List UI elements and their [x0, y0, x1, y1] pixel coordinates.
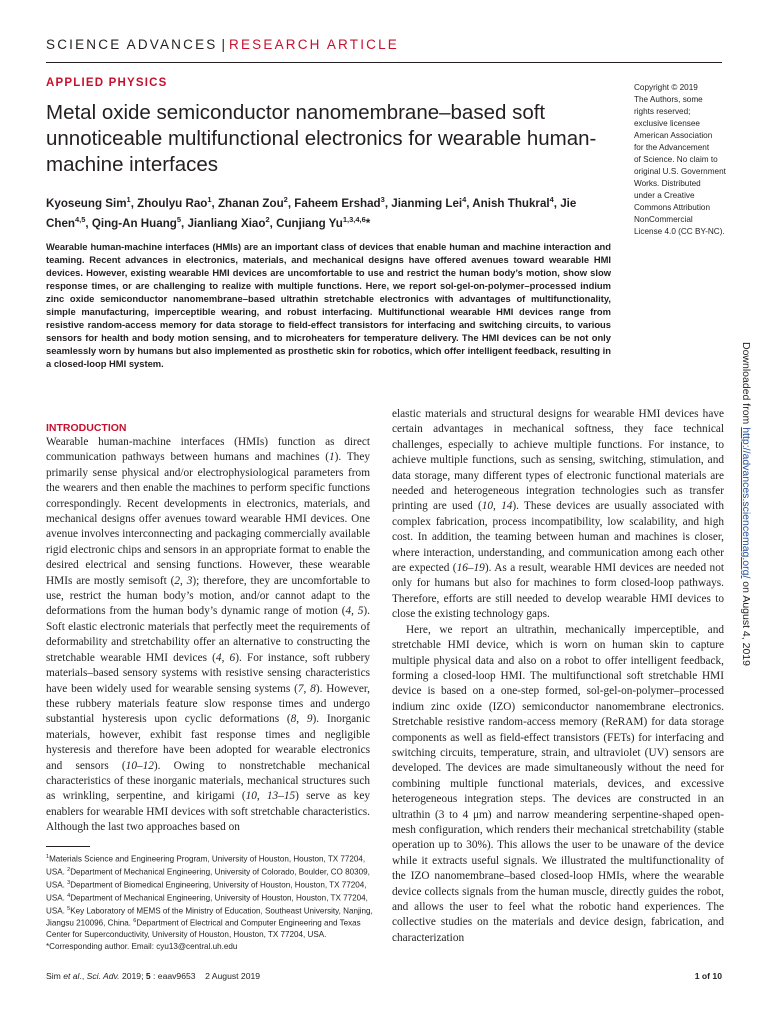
- journal-name: SCIENCE ADVANCES: [46, 37, 218, 52]
- section-tag: APPLIED PHYSICS: [46, 77, 168, 89]
- sidebar-line: for the Advancement: [634, 143, 710, 152]
- download-note: [738, 342, 756, 666]
- left-column: [46, 421, 370, 836]
- sidebar-line: rights reserved;: [634, 107, 691, 116]
- affiliations-footnote: $^1$Materials Science and Engineering Program, University of Houston, Houston, TX 77204, USA. $^2$Department of Mechanical Engineering, University of Colorado, Boulder, CO 80309, USA. $^3$Department of Biomedical Engineering, University of Houston, Houston, TX 77204, USA. $^4$Department of Mechanical Engineering, University of Houston, Houston, TX 77204, USA. $^5$Key Laboratory of MEMS of the Ministry of Education, Southeast University, Nanjing, Jiangsu 210096, China. $^6$Department of Electrical and Computer Engineering and Texas Center for Superconductivity, University of Houston, Houston, TX 77204, USA. *Corresponding author. Email: cyu13@central.uh.edu: [46, 854, 373, 951]
- sidebar-line: of Science. No claim to: [634, 155, 718, 164]
- intro-paragraph-3: Here, we report an ultrathin, mechanically imperceptible, and stretchable HMI device, which is worn on human skin to capture multiple physical data and also on a robot to offer intelligent feedback, forming a closed-loop HMI. The multifunctional soft stretchable HMI device is based on a one-step formed, sol-gel-on-polymer–processed indium zinc oxide (IZO) semiconductor nanomembrane electronics. Stretchable resistive random-access memory (ReRAM) for data storage components as well as field-effect transistors (FETs) for interfacing and switching circuits, temperature, strain, and ultraviolet (UV) sensors are developed. The devices are made simultaneously without the need for combining multiple functional materials, devices, and excessive heterogeneous integration steps. The devices are constructed in an ultrathin (3 to 4 μm) and narrow meandering serpentine-shaped open-mesh configuration, which renders their mechanical stretchability (stable operation up to 30%). This allows the user to be unaware of the device while it extracts useful signals. We illustrated the multifunctionality of the IZO nanomembrane–based closed-loop HMIs, where the wearable device collects signals from the human muscle, directly guides the robot, and allows the user to feel what the robotic hand experiences. The collective studies on the materials and device design, fabrication, and characterization: [392, 623, 724, 944]
- author-list: Kyoseung Sim$^1$, Zhoulyu Rao$^1$, Zhanan Zou$^2$, Faheem Ershad$^3$, Jianming Lei$^4$, Anish Thukral$^4$, Jie Chen$^{4,5}$, Qing-An Huang$^5$, Jianliang Xiao$^2$, Cunjiang Yu$^{1,3,4,6}$*: [46, 195, 577, 230]
- sidebar-line: The Authors, some: [634, 95, 703, 104]
- sidebar-line: original U.S. Government: [634, 167, 726, 176]
- right-column: [392, 407, 724, 946]
- sidebar-line: License 4.0 (CC BY-NC).: [634, 227, 725, 236]
- copyright-sidebar: [634, 82, 726, 238]
- download-link[interactable]: http://advances.sciencemag.org/: [740, 427, 752, 579]
- sidebar-line: exclusive licensee: [634, 119, 700, 128]
- page-footer: [46, 971, 722, 981]
- footnote-rule: [46, 846, 90, 847]
- intro-paragraph-1: Wearable human-machine interfaces (HMIs) function as direct communication pathways between humans and machines (1). They primarily sense physical and/or electrophysiological parameters from the wearers and then enable the machines to perform specific functions correspondingly. Recent developments in electronics, materials, and mechanical designs offer avenues toward wearable HMI devices. One avenue involves interconnecting and packaging commercially available rigid electronic chips and sensors in an appropriate format to enable the desired electrical and sensing functions. However, these wearable HMIs are mostly semisoft (2, 3); therefore, they are uncomfortable to use, restrict the human body’s motion, and/or cannot adapt to the deformations from the human body’s dynamic range of motion (4, 5). Soft elastic electronic materials that perfectly meet the requirements of deformability and stretchability offer an alternative to constructing the stretchable wearable HMI devices (4, 6). For instance, soft rubbery materials–based sensory systems with resistive sensing characteristics have been widely used for wearable sensing systems (7, 8). However, these rubbery materials feature slow response times and undergo substantial hysteresis upon cyclic deformations (8, 9). Inorganic materials, however, exhibit fast response times and negligible hysteresis and therefore have been adopted for wearable electronics and sensors (10–12). Owing to nonstretchable mechanical characteristics of these inorganic materials, mechanical structures such as wrinkling, serpentine, and kirigami (10, 13–15) serve as key enablers for wearable HMI devices with soft stretchable characteristics. Although the last two approaches based on: [46, 436, 371, 834]
- article-title: Metal oxide semiconductor nanomembrane–based soft unnoticeable multifunctional electronics for wearable human-machine interfaces: [46, 101, 597, 176]
- intro-paragraph-2: elastic materials and structural designs for wearable HMI devices have certain advantages in mechanical softness, they face technical challenges, especially to achieve multiple functions. For instance, to achieve multiple functions, such as sensing, switching, stimulation, and data storage, many different types of electronic functional materials are needed and heterogeneous integration technologies such as transfer printing are used (10, 14). These devices are usually associated with complex fabrication, process incompatibility, low scalability, and high cost. In addition, the teaming between human and machines is closer, where interaction, understanding, and communication among each other are expected (16–19). As a result, wearable HMI devices are needed not only for humans but also for machines to form closed-loop pathways. Therefore, efforts are still needed to develop wearable HMI devices to close the existing technology gaps.: [392, 408, 724, 621]
- header-rule: [46, 62, 722, 63]
- sidebar-line: under a Creative: [634, 191, 695, 200]
- download-prefix: Downloaded from: [740, 342, 752, 428]
- sidebar-line: NonCommercial: [634, 215, 693, 224]
- sidebar-line: Copyright © 2019: [634, 83, 698, 92]
- journal-header: [46, 37, 399, 52]
- introduction-heading: INTRODUCTION: [46, 422, 127, 434]
- sidebar-line: Works. Distributed: [634, 179, 701, 188]
- abstract: Wearable human-machine interfaces (HMIs) are an important class of devices that enable human and machine interaction and teaming. Recent advances in electronics, materials, and mechanical designs have offered avenues toward wearable HMI devices. However, existing wearable HMI devices are uncomfortable to use and restrict the human body’s motion, show slow response times, or are challenging to realize with multiple functions. Here, we report sol-gel-on-polymer–processed indium zinc oxide semiconductor nanomembrane–based ultrathin stretchable electronics with advantages of multifunctionality, simple manufacturing, imperceptible wearing, and robust interfacing. Multifunctional wearable HMI devices range from resistive random-access memory for data storage to field-effect transistors for interfacing and switching circuits, to various sensors for health and body motion sensing, and to microheaters for temperature delivery. The HMI devices can be not only seamlessly worn by humans but also implemented as prosthetic skin for robotics, which offer intelligent feedback, resulting in a closed-loop HMI system.: [46, 241, 611, 369]
- article-type: RESEARCH ARTICLE: [229, 37, 400, 52]
- header-separator: |: [221, 37, 226, 52]
- citation: Sim et al., Sci. Adv. 2019; 5 : eaav9653 2 August 2019: [46, 971, 261, 981]
- download-suffix: on August 4, 2019: [740, 578, 752, 666]
- sidebar-line: American Association: [634, 131, 713, 140]
- sidebar-line: Commons Attribution: [634, 203, 710, 212]
- page-number: 1 of 10: [694, 971, 722, 981]
